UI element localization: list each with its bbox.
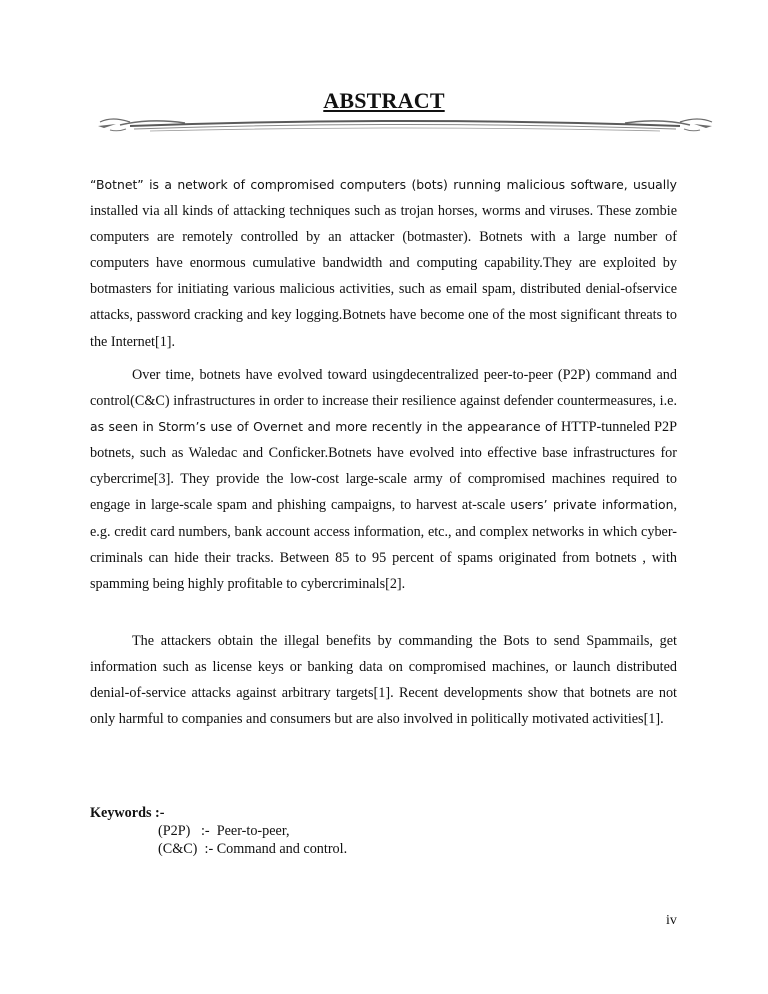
keyword-item: (C&C) :- Command and control. bbox=[158, 841, 348, 857]
abstract-paragraph-3: The attackers obtain the illegal benefits by commanding the Bots to send Spammails, get information such as license keys or banking data on compromised machines, or launch distributed denial-of-service attacks against arbitrary targets[1]. Recent developments show that botnets are not only harmful to companies and consumers but are also involved in politically motivated activities[1]. bbox=[90, 633, 677, 728]
keywords-label: Keywords :- bbox=[90, 805, 165, 821]
paragraph-2-text-a: Over time, botnets have evolved toward usingdecentralized peer-to-peer (P2P) command and control(C&C) infrastructures in order to increase their resilience against defender countermeasures, i.e. bbox=[90, 367, 677, 410]
keyword-item: (P2P) :- Peer-to-peer, bbox=[158, 823, 290, 839]
page-number: iv bbox=[666, 913, 677, 928]
paragraph-1-sans-segment: “Botnet” is a network of compromised computers (bots) running malicious software, usually bbox=[90, 177, 677, 192]
paragraph-1-text: installed via all kinds of attacking techniques such as trojan horses, worms and viruses. These zombie computers are remotely controlled by an attacker (botmaster). Botnets with a large number of computers have enormous cumulative bandwidth and computing capability.They are exploited by botmasters for initiating various malicious activities, such as email spam, distributed denial-ofservice attacks, password cracking and key logging.Botnets have become one of the most significant threats to the Internet[1]. bbox=[90, 203, 677, 350]
abstract-paragraph-2 bbox=[90, 362, 677, 597]
ornamental-divider bbox=[90, 114, 720, 136]
page-title: ABSTRACT bbox=[323, 88, 445, 113]
keywords-section bbox=[90, 804, 347, 858]
paragraph-2-sans-segment-b: users’ private information bbox=[510, 497, 674, 513]
paragraph-2-text-c: , e.g. credit card numbers, bank account access information, etc., and complex networks in which cyber-criminals can hide their tracks. Between 85 to 95 percent of spams originated from botnets , with spamming being highly profitable to cybercriminals[2]. bbox=[90, 497, 677, 592]
paragraph-2-text-b: HTTP-tunneled P2P botnets, such as Waledac and Conficker.Botnets have evolved into effective base infrastructures for cybercrime[3]. They provide the low-cost large-scale army of compromised machines required to engage in large-scale spam and phishing campaigns, to harvest at-scale bbox=[90, 419, 677, 514]
paragraph-2-sans-segment-a: as seen in Storm’s use of Overnet and more recently in the appearance of bbox=[90, 419, 557, 435]
abstract-paragraph-1 bbox=[90, 172, 677, 355]
